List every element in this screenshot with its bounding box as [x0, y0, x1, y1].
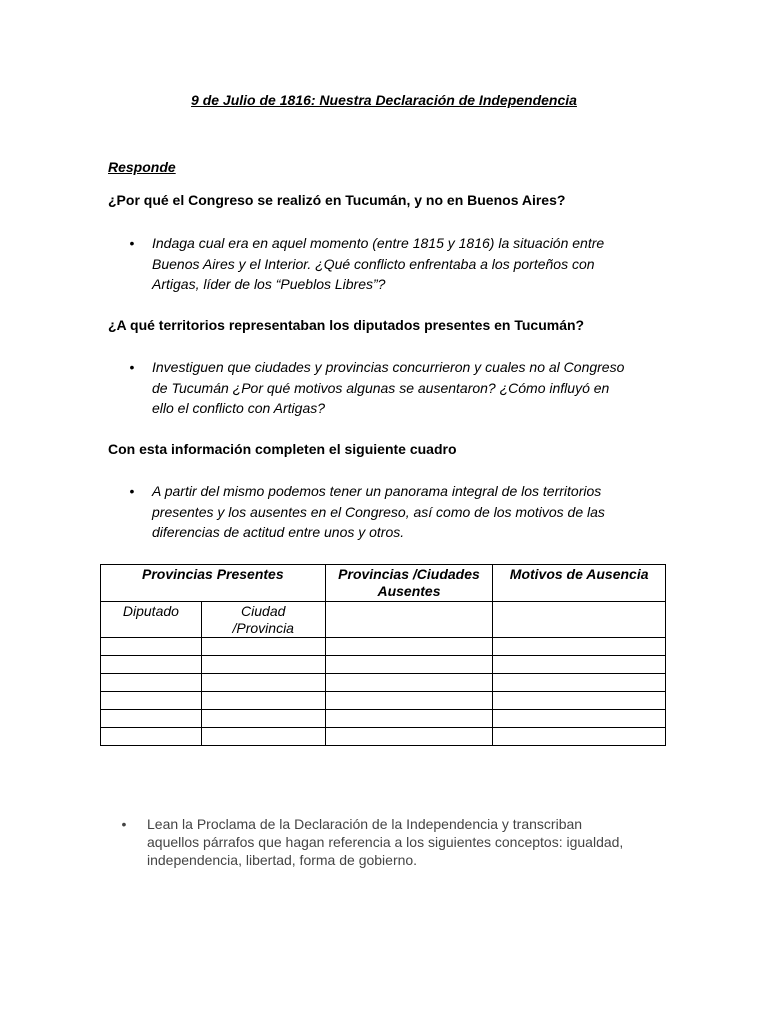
subheader-diputado: Diputado — [101, 602, 202, 638]
subheader-ciudad-provincia: Ciudad /Provincia — [201, 602, 325, 638]
bullet-line: Artigas, líder de los “Pueblos Libres”? — [152, 276, 386, 292]
document-title: 9 de Julio de 1816: Nuestra Declaración de Independencia — [191, 92, 577, 108]
cuadro-table — [100, 564, 666, 746]
table-subheader-row — [101, 602, 666, 638]
header-provincias-ausentes: Provincias /Ciudades Ausentes — [325, 565, 493, 602]
table-row — [101, 674, 666, 692]
question-3: Con esta información completen el siguiente cuadro — [108, 441, 457, 457]
table-row — [101, 728, 666, 746]
bullet-line: de Tucumán ¿Por qué motivos algunas se ausentaron? ¿Cómo influyó en — [152, 379, 610, 396]
bullet-glyph: • — [121, 816, 127, 832]
responde-heading: Responde — [108, 159, 176, 175]
bullet-glyph: • — [129, 235, 135, 251]
header-motivos-ausencia: Motivos de Ausencia — [493, 565, 666, 602]
bullet-line: aquellos párrafos que hagan referencia a los siguientes conceptos: igualdad, — [147, 834, 624, 850]
question-1: ¿Por qué el Congreso se realizó en Tucumán, y no en Buenos Aires? — [108, 192, 566, 208]
bullet-line: presentes y los ausentes en el Congreso, así como de los motivos de las — [152, 503, 605, 520]
bullet-glyph: • — [129, 359, 135, 375]
bullet-line: Buenos Aires y el Interior. ¿Qué conflicto enfrentaba a los porteños con — [152, 255, 595, 272]
header-provincias-presentes: Provincias Presentes — [101, 565, 326, 602]
table-row — [101, 638, 666, 656]
bullet-line: Indaga cual era en aquel momento (entre 1815 y 1816) la situación entre — [152, 235, 605, 251]
bullet-glyph: • — [129, 483, 135, 499]
table-cell — [325, 602, 493, 638]
table-cell — [493, 602, 666, 638]
question-2: ¿A qué territorios representaban los diputados presentes en Tucumán? — [108, 317, 585, 333]
table-row — [101, 710, 666, 728]
bullet-line: independencia, libertad, forma de gobierno. — [147, 852, 418, 868]
table-row — [101, 656, 666, 674]
bullet-line: ello el conflicto con Artigas? — [152, 400, 326, 416]
table-row — [101, 692, 666, 710]
bullet-line: Lean la Proclama de la Declaración de la Independencia y transcriban — [147, 816, 583, 832]
table-header-row — [101, 565, 666, 602]
bullet-line: diferencias de actitud entre unos y otros. — [152, 524, 405, 540]
bullet-line: Investiguen que ciudades y provincias concurrieron y cuales no al Congreso — [152, 359, 625, 375]
bullet-line: A partir del mismo podemos tener un panorama integral de los territorios — [152, 483, 602, 499]
